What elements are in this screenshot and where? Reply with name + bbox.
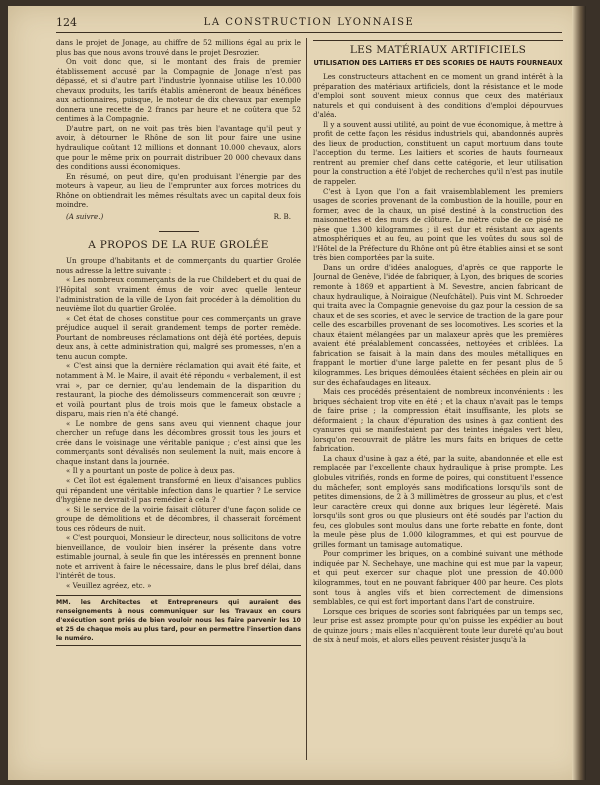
paragraph: On voit donc que, si le montant des frais de premier établissement accusé par la Compagnie de Jonage n'est pas dépassé, et si d'autre part l'industrie lyonnaise utilise les 10.000 chevaux produits, les tarifs établis amèneront de beaux bénéfices aux actionnaires, puisque, le moteur de dix chevaux par exemple donnera une recette de 2 francs par heure et ne coûtera que 52 centimes à la Compagnie.: [56, 57, 301, 124]
paragraph: D'autre part, on ne voit pas très bien l'avantage qu'il peut y avoir, à détourner le Rhône de son lit pour faire une usine hydraulique coûtant 12 millions et donnant 10.000 chevaux, alors que pour le même prix on pourrait distribuer 20 000 chevaux dans des conditions aussi économiques.: [56, 123, 301, 172]
paragraph: « C'est ainsi que la dernière réclamation qui avait été faite, et notamment à M. le Maire, il avait été répondu « verbalement, il est vrai », par ce dernier, qu'au lendemain de la disparition du restaurant, la pioche des démolisseurs commencerait son œuvre ; et voilà pourtant plus de trois mois que le fameux obstacle a disparu, mais rien n'a été changé.: [56, 361, 301, 419]
paragraph: « Cet état de choses constitue pour ces commerçants un grave préjudice auquel il serait grandement temps de porter remède. Pourtant de nombreuses réclamations ont déjà été portées, depuis deux ans, à cette administration qui, malgré ses promesses, n'en a tenu aucun compte.: [56, 313, 301, 361]
section-title: LES MATÉRIAUX ARTIFICIELS: [313, 40, 563, 57]
author-signature: R. B.: [273, 211, 291, 221]
paragraph: « Cet îlot est également transformé en lieux d'aisances publics qui répandent une véritable infection dans le quartier ? Le service d'hygiène ne devrait-il pas remédier à cela ?: [56, 475, 301, 505]
paragraph: Lorsque ces briques de scories sont fabriquées par un temps sec, leur prise est assez prompte pour qu'on puisse les expédier au bout de quinze jours ; mais elles n'acquièrent toute leur dureté qu'au bout de six à neuf mois, et alors elles peuvent résister jusqu'à la: [313, 606, 563, 645]
book-spine-shadow: [572, 6, 586, 780]
paragraph: dans le projet de Jonage, au chiffre de 52 millions égal au prix le plus bas que nous avons trouvé dans le projet Desrozier.: [56, 38, 301, 57]
section-subtitle: UTILISATION DES LAITIERS ET DES SCORIES DE HAUTS FOURNEAUX: [313, 59, 563, 67]
paragraph: « Le nombre de gens sans aveu qui viennent chaque jour chercher un refuge dans les décombres grossit tous les jours et crée dans le voisinage une véritable panique ; c'est ainsi que les commerçants sont dévalisés non seulement la nuit, mais encore à chaque instant dans la journée.: [56, 418, 301, 466]
paragraph: Pour comprimer les briques, on a combiné suivant une méthode indiquée par N. Sechehaye, une machine qui est mue par la vapeur, et qui peut exercer sur chaque plot une pression de 40.000 kilogrammes, tout en ne pouvant fabriquer 400 par heure. Ces plots sont tous à angles vifs et bien correctement de dimensions semblables, ce qui est fort important dans l'art de construire.: [313, 549, 563, 607]
paragraph: « Il y a pourtant un poste de police à deux pas.: [66, 466, 235, 476]
paragraph: « Les nombreux commerçants de la rue Childebert et du quai de l'Hôpital sont vraiment émus de voir avec quelle lenteur l'administration de la ville de Lyon fait procéder à la démolition du neuvième îlot du quartier Grolée.: [56, 275, 301, 314]
paragraph: Un groupe d'habitants et de commerçants du quartier Grolée nous adresse la lettre suivante :: [56, 256, 301, 275]
article-title: A PROPOS DE LA RUE GROLÉE: [88, 239, 269, 252]
page-header: [56, 16, 562, 33]
paragraph: « Veuillez agréez, etc. »: [66, 580, 152, 590]
paragraph: En résumé, on peut dire, qu'en produisant l'énergie par des moteurs à vapeur, au lieu de l'emprunter aux forces motrices du Rhône on obtiendrait les mêmes résultats avec un capital deux fois moindre.: [56, 171, 301, 210]
paragraph: « C'est pourquoi, Monsieur le directeur, nous sollicitons de votre bienveillance, de vouloir bien insérer la présente dans votre estimable journal, à seule fin que les intéressés en prennent bonne note et arrivent à faire le nécessaire, dans le plus bref délai, dans l'intérêt de tous.: [56, 533, 301, 581]
continuation-line: [66, 212, 291, 222]
section-separator: [159, 231, 199, 232]
to-be-continued: (A suivre.): [66, 211, 104, 221]
right-column: [313, 38, 563, 773]
paragraph: Dans un ordre d'idées analogues, d'après ce que rapporte le Journal de Genève, l'idée de fabriquer, à Lyon, des briques de scories remonte à 1869 et appartient à M. Sevestre, ancien fabricant de chaux hydraulique, à Noiraigue (Neufchâtel). Puis vint M. Schroeder qui traita avec la Compagnie genevoise du gaz pour la cession de sa chaux et de ses scories, et avec le service de traction de la gare pour celle des escarbilles provenant de ses locomotives. Les scories et la chaux étaient mélangées par un malaxeur après que les premières avaient été préalablement concassées, nettoyées et criblées. La fabrication se faisait à la main dans des moules métalliques en frappant le mortier d'une large palette en fer pesant plus de 5 kilogrammes. Les briques démoulées étaient séchées en plein air ou sur des échafaudages en liteaux.: [313, 262, 563, 387]
page-number: 124: [56, 16, 77, 29]
left-column: [56, 38, 301, 773]
paragraph: La chaux d'usine à gaz a été, par la suite, abandonnée et elle est remplacée par l'excellente chaux hydraulique à prise prompte. Les globules vitrifiés, ronds en forme de poires, qui constituent l'essence du mâchefer, sont employés sans modifications lorsqu'ils sont de petites dimensions, de 2 à 3 millimètres de grosseur au plus, et c'est leur caractère creux qui donne aux briques leur légèreté. Mais lorsqu'ils sont gros ou que plusieurs ont été soudés par l'action du feu, ces globules sont moulus dans une forte rebatte en fonte, dont la meule pèse plus de 1.000 kilogrammes, et qui est pourvue de grilles formant un tamisage automatique.: [313, 453, 563, 549]
running-title: LA CONSTRUCTION LYONNAISE: [203, 17, 415, 28]
paragraph: C'est à Lyon que l'on a fait vraisemblablement les premiers usages de scories provenant de la combustion de la houille, pour en former, avec de la chaux, un pisé destiné à la construction des maisonnettes et des murs de clôture. Le mètre cube de ce pisé ne pèse que 1.300 kilogrammes ; il est dur et résistant aux agents atmosphériques et au feu, au point que les voûtes du sous sol de l'Hôtel de la Préfecture du Rhône ont pû être établies ainsi et se sont très bien comportées par la suite.: [313, 186, 563, 263]
notice-rule: [56, 645, 301, 646]
paragraph: « Si le service de la voirie faisait clôturer d'une façon solide ce groupe de démolitions et de décombres, il chasserait forcément tous ces rôdeurs de nuit.: [56, 504, 301, 533]
paragraph: Il y a souvent aussi utilité, au point de vue économique, à mettre à profit de cette façon les résidus industriels qui, abandonnés auprès des lieux de production, constituent un caput mortuum dans toute l'acception du terme. Les laitiers et scories de hauts fourneaux rentrent au premier chef dans cette catégorie, et leur utilisation pour la construction a été l'objet de recherches qu'il n'est pas inutile de rappeler.: [313, 119, 563, 187]
editorial-notice: MM. les Architectes et Entrepreneurs qui auraient des renseignements à nous communiquer sur les Travaux en cours d'exécution sont priés de bien vouloir nous les faire parvenir les 10 et 25 de chaque mois au plus tard, pour en permettre l'insertion dans le numéro.: [56, 595, 301, 643]
paragraph: Mais ces procédés présentaient de nombreux inconvénients : les briques séchaient trop vite en été ; et la chaux n'avait pas le temps de faire prise ; la compression était insuffisante, les plots se déformaient ; la chaux d'épuration des usines à gaz contient des cyanures qui se manifestaient par des teintes inégales vert bleu, lorsqu'on recouvrait de plâtre les murs faits en briques de cette fabrication.: [313, 387, 563, 454]
column-divider: [306, 38, 307, 760]
journal-page: [8, 6, 586, 780]
paragraph: Les constructeurs attachent en ce moment un grand intérêt à la préparation des matériaux artificiels, dont la résistance et le mode d'emploi sont souvent mieux connus que ceux des matériaux naturels et qui conduisent à des conditions d'emploi dépourvues d'aléa.: [313, 72, 563, 120]
